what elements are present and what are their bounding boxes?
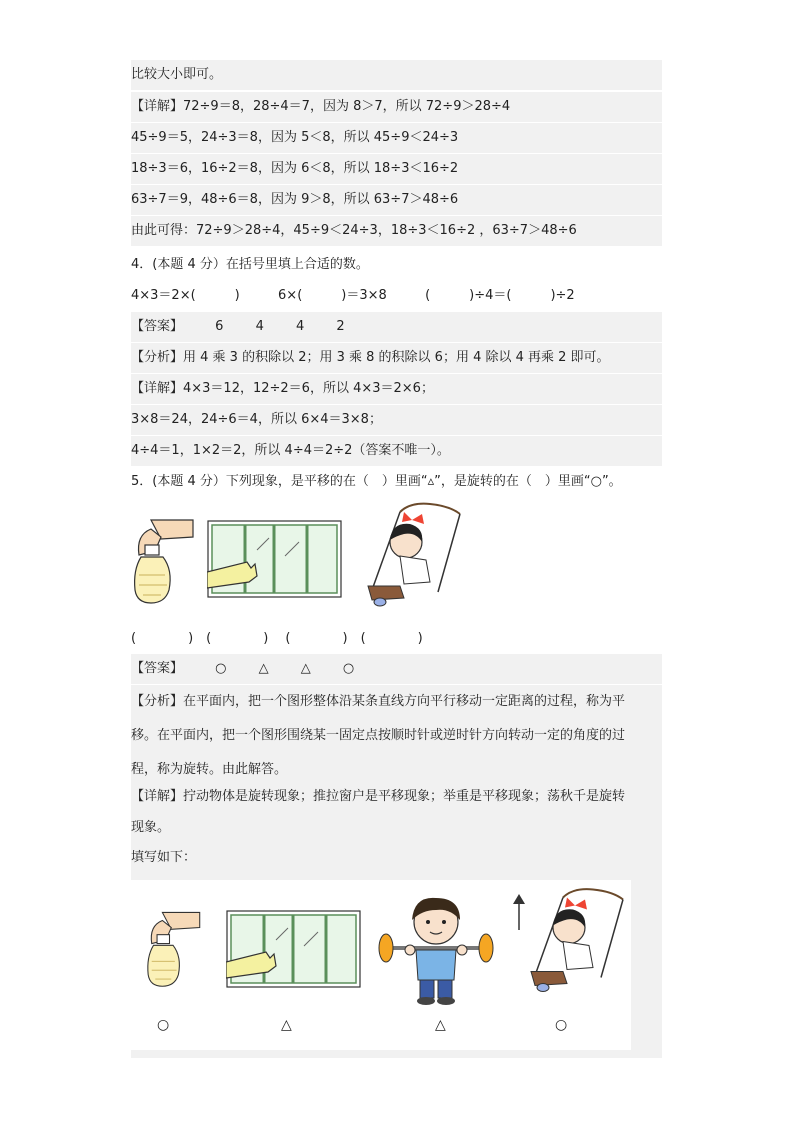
question-5-analysis: 【分析】在平面内，把一个图形整体沿某条直线方向平行移动一定距离的过程，称为平 [131, 685, 662, 719]
question-4-detail: 3×8＝24，24÷6＝4，所以 6×4＝3×8； [131, 405, 662, 435]
question-5-title: 5．(本题 4 分）下列现象，是平移的在（ ）里画“▵”，是旋转的在（ ）里画“○”。 [131, 474, 622, 489]
question-4-analysis: 【分析】用 4 乘 3 的积除以 2；用 3 乘 8 的积除以 6；用 4 除以 4 再乘 2 即可。 [131, 343, 662, 373]
bottle-twist-illustration [141, 908, 206, 988]
question-5-detail: 【详解】拧动物体是旋转现象；推拉窗户是平移现象；举重是平移现象；荡秋千是旋转 [131, 780, 662, 814]
answer-mark: △ [300, 661, 311, 676]
question-4-detail: 4÷4＝1，1×2＝2，所以 4÷4＝2÷2（答案不唯一）。 [131, 436, 662, 466]
question-5-analysis: 程，称为旋转。由此解答。 [131, 753, 662, 787]
fill-in-label: 填写如下： [131, 843, 662, 873]
answer-label: 【答案】 [131, 661, 184, 676]
bottle-twist-illustration [131, 515, 196, 605]
answer-value: 6 [215, 319, 224, 334]
rotation-mark: ○ [157, 1017, 170, 1033]
detail-line: 45÷9＝5，24÷3＝8，因为 5＜8，所以 45÷9＜24÷3 [131, 123, 662, 153]
answer-mark: ○ [215, 661, 227, 676]
answer-label: 【答案】 [131, 319, 184, 334]
answer-mark: △ [258, 661, 269, 676]
swing-girl-illustration [360, 502, 465, 610]
question-5-answer [131, 654, 662, 684]
expr-3: ( )÷4＝( )÷2 [425, 288, 575, 303]
swing-girl-illustration [523, 884, 628, 999]
sliding-window-illustration [226, 910, 361, 988]
question-4-expressions [131, 281, 662, 311]
answer-mark: ○ [342, 661, 355, 676]
detail-line: 18÷3＝6，16÷2＝8，因为 6＜8，所以 18÷3＜16÷2 [131, 154, 662, 184]
expr-2: 6×( )＝3×8 [278, 288, 387, 303]
answer-value: 4 [255, 319, 264, 334]
question-5-detail: 现象。 [131, 811, 662, 845]
sliding-window-illustration [207, 520, 342, 598]
detail-line: 【详解】72÷9＝8，28÷4＝7，因为 8＞7，所以 72÷9＞28÷4 [131, 92, 662, 122]
expr-1: 4×3＝2×( ) [131, 288, 240, 303]
rotation-mark: ○ [555, 1017, 568, 1033]
question-4-title: 4．(本题 4 分）在括号里填上合适的数。 [131, 257, 369, 272]
question-5-blanks: ( ) ( ) ( ) ( ) [131, 631, 423, 646]
answer-panel [131, 880, 631, 1050]
answer-value: 2 [336, 319, 345, 334]
text-line: 比较大小即可。 [131, 60, 662, 90]
weightlifting-boy-illustration [376, 892, 496, 1007]
detail-line: 63÷7＝9，48÷6＝8，因为 9＞8，所以 63÷7＞48÷6 [131, 185, 662, 215]
question-4-answer [131, 312, 662, 342]
question-5-analysis: 移。在平面内，把一个图形围绕某一固定点按顺时针或逆时针方向转动一定的角度的过 [131, 719, 662, 753]
answer-value: 4 [296, 319, 305, 334]
conclusion-line: 由此可得：72÷9＞28÷4，45÷9＜24÷3，18÷3＜16÷2 ，63÷7＞48÷6 [131, 216, 662, 246]
question-4-detail: 【详解】4×3＝12，12÷2＝6，所以 4×3＝2×6； [131, 374, 662, 404]
translation-mark: △ [435, 1017, 446, 1033]
translation-mark: △ [281, 1017, 292, 1033]
